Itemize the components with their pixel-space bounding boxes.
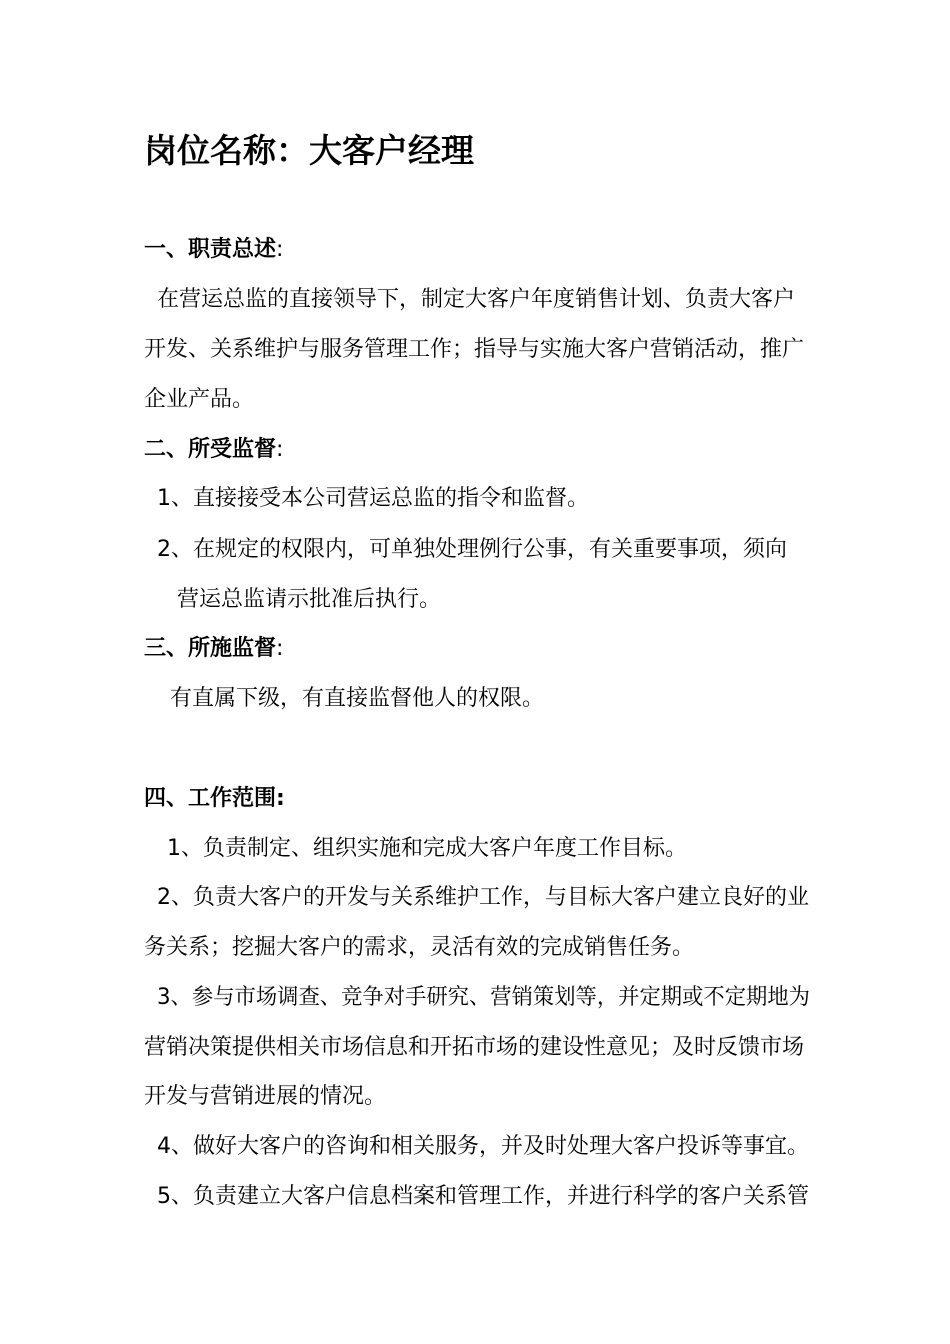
section-heading-duties: [144, 235, 283, 265]
section-heading-supervised-text: 二、所受监督: [144, 437, 277, 462]
heading-colon: :: [276, 237, 284, 262]
list-item: 1、直接接受本公司营运总监的指令和监督。: [157, 486, 589, 511]
section-heading-scope: [144, 784, 285, 814]
list-item-continuation: 营销决策提供相关市场信息和开拓市场的建设性意见；及时反馈市场: [144, 1035, 805, 1060]
heading-colon: :: [276, 437, 284, 462]
list-item-continuation: 开发与营销进展的情况。: [144, 1084, 387, 1109]
section-heading-supervising: [144, 634, 283, 664]
section-heading-duties-text: 一、职责总述: [144, 237, 277, 262]
paragraph-line: 在营运总监的直接领导下，制定大客户年度销售计划、负责大客户: [157, 287, 796, 312]
list-item-continuation: 营运总监请示批准后执行。: [177, 587, 442, 612]
heading-colon: :: [276, 636, 284, 661]
list-item: 3、参与市场调查、竞争对手研究、营销策划等，并定期或不定期地为: [157, 985, 810, 1010]
list-item: 1、负责制定、组织实施和完成大客户年度工作目标。: [167, 836, 687, 861]
list-item-continuation: 务关系；挖掘大客户的需求，灵活有效的完成销售任务。: [144, 935, 695, 960]
paragraph-line: 有直属下级，有直接监督他人的权限。: [170, 686, 545, 711]
list-item: 4、做好大客户的咨询和相关服务，并及时处理大客户投诉等事宜。: [157, 1134, 809, 1159]
section-heading-scope-text: 四、工作范围: [144, 786, 277, 811]
section-heading-supervising-text: 三、所施监督: [144, 636, 277, 661]
list-item: 5、负责建立大客户信息档案和管理工作，并进行科学的客户关系管: [157, 1184, 809, 1209]
section-heading-supervised: [144, 435, 283, 465]
paragraph-line: 企业产品。: [144, 387, 255, 412]
list-item: 2、负责大客户的开发与关系维护工作，与目标大客户建立良好的业: [157, 885, 809, 910]
heading-colon: :: [276, 786, 285, 811]
page-title: 岗位名称：大客户经理: [144, 131, 474, 170]
list-item: 2、在规定的权限内，可单独处理例行公事，有关重要事项，须向: [157, 537, 787, 562]
paragraph-line: 开发、关系维护与服务管理工作；指导与实施大客户营销活动，推广: [144, 337, 805, 362]
